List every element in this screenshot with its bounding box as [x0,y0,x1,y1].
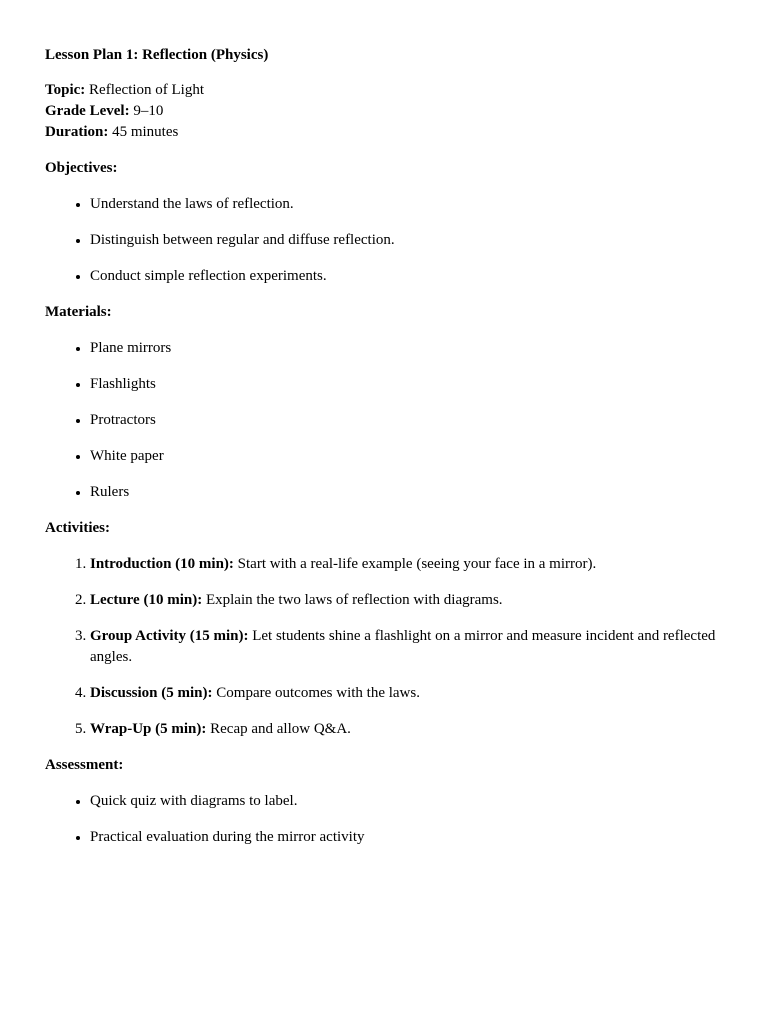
activity-text: Explain the two laws of reflection with diagrams. [205,592,503,608]
grade-value: 9–10 [133,103,164,119]
list-item: • Protractors [90,410,725,431]
list-item: • Practical evaluation during the mirror activity [90,827,725,848]
activity-text: Let students shine a flashlight on a mirror and measure incident and reflected angles. [90,628,716,665]
topic-label: Topic: [45,82,86,98]
activities-list [45,554,725,740]
objectives-heading: Objectives: [45,160,118,176]
topic-value: Reflection of Light [89,82,205,98]
document-title: Lesson Plan 1: Reflection (Physics) [45,47,269,63]
lesson-meta [45,80,725,143]
activity-label: Introduction (10 min): [90,556,234,572]
activity-text: Recap and allow Q&A. [210,721,351,737]
grade-label: Grade Level: [45,103,130,119]
activity-item [90,719,725,740]
list-item: • White paper [90,446,725,467]
materials-list [45,338,725,503]
grade-line [45,101,725,122]
activity-text: Start with a real-life example (seeing your face in a mirror). [237,556,597,572]
activity-label: Lecture (10 min): [90,592,203,608]
assessment-heading: Assessment: [45,757,124,773]
duration-value: 45 minutes [112,124,179,140]
activities-heading: Activities: [45,520,110,536]
objectives-list [45,194,725,287]
list-item: • Quick quiz with diagrams to label. [90,791,725,812]
list-item: • Distinguish between regular and diffuse reflection. [90,230,725,251]
assessment-list [45,791,725,848]
activity-label: Group Activity (15 min): [90,628,249,644]
activity-item [90,683,725,704]
list-item: • Rulers [90,482,725,503]
document-page [45,45,725,863]
activity-item [90,554,725,575]
duration-label: Duration: [45,124,109,140]
activity-label: Wrap-Up (5 min): [90,721,207,737]
materials-heading: Materials: [45,304,112,320]
list-item: • Conduct simple reflection experiments. [90,266,725,287]
duration-line [45,122,725,143]
activity-text: Compare outcomes with the laws. [216,685,420,701]
list-item: • Understand the laws of reflection. [90,194,725,215]
activity-item [90,590,725,611]
activity-item [90,626,725,668]
list-item: • Flashlights [90,374,725,395]
list-item: • Plane mirrors [90,338,725,359]
topic-line [45,80,725,101]
activity-label: Discussion (5 min): [90,685,213,701]
